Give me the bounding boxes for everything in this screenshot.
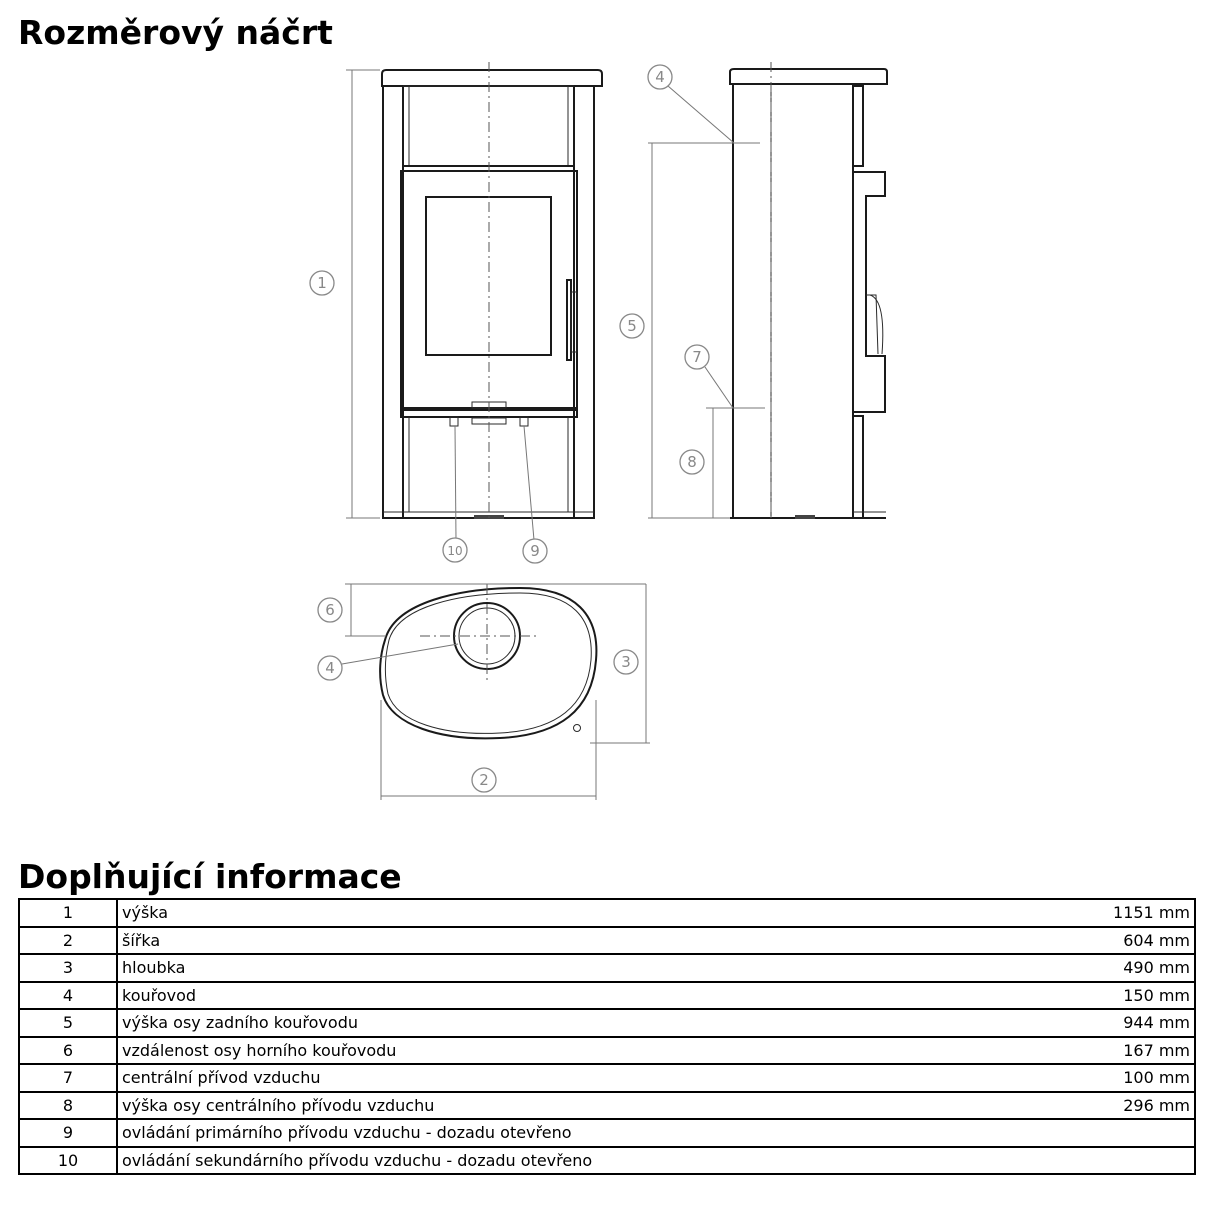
- row-value: 296 mm: [1066, 1092, 1195, 1120]
- row-number: 10: [19, 1147, 117, 1175]
- row-number: 3: [19, 954, 117, 982]
- table-row: [19, 927, 1195, 955]
- callout-label: 8: [687, 453, 697, 471]
- row-description: centrální přívod vzduchu: [117, 1064, 1066, 1092]
- row-description: kouřovod: [117, 982, 1066, 1010]
- front-view: [346, 62, 602, 540]
- table-row: [19, 1147, 1195, 1175]
- row-description: ovládání primárního přívodu vzduchu - dozadu otevřeno: [117, 1119, 1066, 1147]
- callout-label: 4: [325, 659, 335, 677]
- table-row: [19, 899, 1195, 927]
- table-row: [19, 1119, 1195, 1147]
- row-value: 944 mm: [1066, 1009, 1195, 1037]
- row-description: výška osy zadního kouřovodu: [117, 1009, 1066, 1037]
- callout-5: [620, 314, 644, 338]
- row-number: 5: [19, 1009, 117, 1037]
- row-value: 490 mm: [1066, 954, 1195, 982]
- section-title-info: Doplňující informace: [18, 857, 402, 896]
- row-number: 7: [19, 1064, 117, 1092]
- callout-label: 2: [479, 771, 489, 789]
- callout-9: [523, 539, 547, 563]
- callout-label: 9: [530, 542, 540, 560]
- row-number: 1: [19, 899, 117, 927]
- row-number: 2: [19, 927, 117, 955]
- callout-1: [310, 271, 334, 295]
- callout-3: [614, 650, 638, 674]
- top-view: [342, 584, 650, 800]
- row-description: výška osy centrálního přívodu vzduchu: [117, 1092, 1066, 1120]
- callout-6: [318, 598, 342, 622]
- callout-label: 7: [692, 348, 702, 366]
- callout-label: 6: [325, 601, 335, 619]
- callout-8: [680, 450, 704, 474]
- row-number: 9: [19, 1119, 117, 1147]
- row-value: [1066, 1147, 1195, 1175]
- callout-label: 3: [621, 653, 631, 671]
- info-table: [18, 898, 1196, 1175]
- table-row: [19, 1037, 1195, 1065]
- section-title-sketch: Rozměrový náčrt: [18, 13, 333, 52]
- row-number: 8: [19, 1092, 117, 1120]
- callout-label: 5: [627, 317, 637, 335]
- table-row: [19, 982, 1195, 1010]
- row-number: 4: [19, 982, 117, 1010]
- callout-10: [443, 538, 467, 562]
- callout-label: 4: [655, 68, 665, 86]
- row-value: 604 mm: [1066, 927, 1195, 955]
- row-description: hloubka: [117, 954, 1066, 982]
- callout-label: 10: [447, 544, 463, 558]
- row-value: [1066, 1119, 1195, 1147]
- row-value: 150 mm: [1066, 982, 1195, 1010]
- table-row: [19, 954, 1195, 982]
- table-row: [19, 1009, 1195, 1037]
- table-row: [19, 1092, 1195, 1120]
- row-description: výška: [117, 899, 1066, 927]
- row-value: 1151 mm: [1066, 899, 1195, 927]
- row-description: ovládání sekundárního přívodu vzduchu - dozadu otevřeno: [117, 1147, 1066, 1175]
- row-description: vzdálenost osy horního kouřovodu: [117, 1037, 1066, 1065]
- row-value: 100 mm: [1066, 1064, 1195, 1092]
- callout-2: [472, 768, 496, 792]
- callout-4-side: [648, 65, 672, 89]
- callout-7: [685, 345, 709, 369]
- row-number: 6: [19, 1037, 117, 1065]
- table-row: [19, 1064, 1195, 1092]
- callout-label: 1: [317, 274, 327, 292]
- callout-4-top: [318, 656, 342, 680]
- row-description: šířka: [117, 927, 1066, 955]
- row-value: 167 mm: [1066, 1037, 1195, 1065]
